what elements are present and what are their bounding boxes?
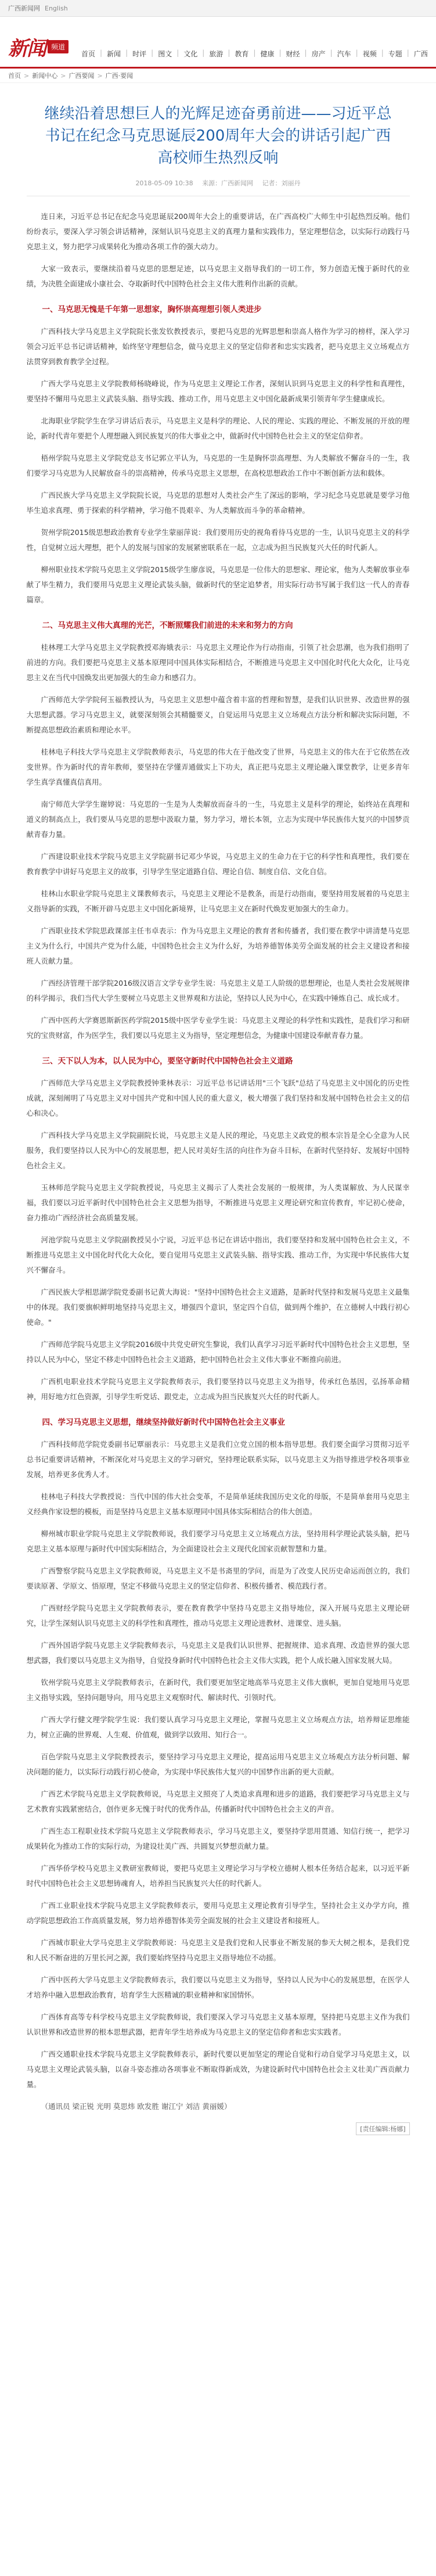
- paragraph: 柳州职业技术学院马克思主义学院2015级学生廖彦说，马克思是一位伟大的思想家、理论家，他为人类解放事业奉献了毕生精力，我们要用马克思主义理论武装头脑，做新时代的坚定追梦者，用实际行动书写属于我们这一代人的青春篇章。: [26, 565, 410, 604]
- section-heading: 四、学习马克思主义思想，继续坚持做好新时代中国特色社会主义事业: [42, 1418, 285, 1427]
- nav-separator: |: [381, 49, 384, 57]
- paragraph: 北海职业学院学生在学习讲话后表示，马克思主义是科学的理论、人民的理论、实践的理论、不断发展的开放的理论，新时代青年要把个人理想融入到民族复兴的伟大事业之中，做新时代中国特色社会主义的坚定信仰者。: [26, 416, 410, 440]
- nav-item[interactable]: 专题: [388, 50, 402, 58]
- breadcrumb-link[interactable]: 新闻中心: [32, 72, 58, 80]
- nav-item[interactable]: 首页: [81, 50, 96, 58]
- section-heading: 一、马克思无愧是千年第一思想家，胸怀崇高理想引领人类进步: [42, 305, 262, 314]
- paragraph: 钦州学院马克思主义学院教师表示，在新时代，我们要更加坚定地高举马克思主义伟大旗帜，更加自觉地用马克思主义指导实践，坚持问题导向，用马克思主义观察时代、解读时代、引领时代。: [26, 1678, 410, 1702]
- publish-date: 2018-05-09 10:38: [135, 179, 193, 187]
- paragraph: 连日来，习近平总书记在纪念马克思诞辰200周年大会上的重要讲话，在广西高校广大师生中引起热烈反响。他们纷纷表示，要深入学习领会讲话精神，深刻认识马克思主义的真理力量和实践伟力，坚定理想信念，以实际行动践行马克思主义，努力把学习成果转化为推动各项工作的强大动力。: [26, 212, 410, 251]
- paragraph: 广西科技师范学院党委副书记覃丽表示：马克思主义是我们立党立国的根本指导思想。我们要全面学习贯彻习近平总书记重要讲话精神，不断深化对马克思主义的学习研究，坚持理论联系实际，以马克思主义为指导推进学校各项事业发展，培养更多优秀人才。: [26, 1440, 410, 1479]
- editor-credit: [27, 2122, 410, 2135]
- nav-separator: |: [355, 49, 358, 57]
- paragraph: 百色学院马克思主义学院教授表示，要坚持学习马克思主义理论，提高运用马克思主义立场观点方法分析问题、解决问题的能力，以实际行动践行初心使命，为实现中华民族伟大复兴的中国梦作出新的更大贡献。: [26, 1752, 410, 1776]
- paragraph: 广西外国语学院马克思主义学院教师表示，马克思主义是我们认识世界、把握规律、追求真理、改造世界的强大思想武器，我们要以马克思主义为指导，自觉投身新时代中国特色社会主义伟大实践，把个人成长融入国家发展大局。: [26, 1641, 410, 1665]
- reporter-credit: （通讯员 梁正锐 光明 莫思炜 欧发胜 谢江宁 刘洁 黄丽媛）: [41, 2102, 232, 2111]
- paragraph: 广西警察学院马克思主义学院教师说，马克思主义不是书斋里的学问，而是为了改变人民历史命运而创立的，我们要读原著、学原文、悟原理，坚定不移做马克思主义的坚定信仰者、积极传播者、模范践行者。: [26, 1567, 410, 1590]
- article-body: [27, 209, 410, 2114]
- nav-separator: |: [228, 49, 230, 57]
- paragraph: 广西机电职业技术学院马克思主义学院教师表示，我们要坚持以马克思主义为指导，传承红色基因，弘扬革命精神，用好地方红色资源，引导学生听党话、跟党走，立志成为担当民族复兴大任的时代新人。: [26, 1377, 410, 1401]
- nav-item[interactable]: 广西: [413, 50, 428, 58]
- paragraph: 梧州学院马克思主义学院党总支书记郭立平认为，马克思的一生是胸怀崇高理想、为人类解放不懈奋斗的一生，我们要学习马克思为人民解放奋斗的崇高精神，传承马克思主义思想，在高校思想政治工作中不断创新方法和载体。: [26, 454, 410, 477]
- nav-item[interactable]: 旅游: [209, 50, 224, 58]
- site-logo[interactable]: [8, 33, 69, 61]
- paragraph: 桂林电子科技大学马克思主义学院教师表示，马克思的伟大在于他改变了世界，马克思主义的伟大在于它依然在改变世界。作为新时代的青年教师，要坚持在学懂弄通做实上下功夫，真正把马克思主义理论融入课堂教学，让更多青年学生真学真懂真信真用。: [26, 748, 410, 786]
- nav-separator: |: [202, 49, 205, 57]
- paragraph: 广西中医药大学赛恩斯新医药学院2015级中医学专业学生说：马克思主义理论的科学性和实践性，是我们学习和研究的宝贵财富，作为医学生，我们要以马克思主义为指导，坚定理想信念，为健康中国建设奉献青春力量。: [26, 1016, 410, 1040]
- editor-label: [责任编辑:杨娜]: [356, 2122, 409, 2135]
- paragraph: 广西建设职业技术学院马克思主义学院副书记邓少华说，马克思主义的生命力在于它的科学性和真理性，我们要在教育教学中讲好马克思主义的故事，引导学生坚定道路自信、理论自信、制度自信、文化自信。: [26, 852, 410, 876]
- nav-item[interactable]: 教育: [235, 50, 249, 58]
- paragraph: 广西财经学院马克思主义学院教师表示，要在教育教学中坚持马克思主义指导地位，深入开展马克思主义理论研究，让学生深刻认识马克思主义的科学性和真理性，推动马克思主义理论进教材、进课堂、进头脑。: [26, 1604, 410, 1627]
- paragraph: 广西职业技术学院思政课部主任韦卓表示：作为马克思主义理论的教育者和传播者，我们要在教学中讲清楚马克思主义为什么行，中国共产党为什么能，中国特色社会主义为什么好，为培养德智体美劳全面发展的社会主义建设者和接班人贡献力量。: [26, 926, 410, 965]
- paragraph: 桂林理工大学马克思主义学院教授邓海娥表示：马克思主义理论作为行动指南，引领了社会思潮，也为我们指明了前进的方向。我们要把马克思主义基本原理同中国具体实际相结合，不断推进马克思主义中国化时代化大众化，让马克思主义在当代中国焕发出更加强大的生命力和感召力。: [26, 643, 410, 682]
- paragraph: 玉林师范学院马克思主义学院教授说，马克思主义揭示了人类社会发展的一般规律，为人类谋解放、为人民谋幸福，我们要以习近平新时代中国特色社会主义思想为指导，不断推进马克思主义理论研究和宣传教育，牢记初心使命，奋力推动广西经济社会高质量发展。: [26, 1183, 410, 1222]
- section-heading: 二、马克思主义伟大真理的光芒，不断照耀我们前进的未来和努力的方向: [42, 621, 293, 630]
- paragraph: 广西交通职业技术学院马克思主义学院教师表示，新时代要以更加坚定的理论自觉和行动自觉学习马克思主义，以马克思主义理论武装头脑，以奋斗姿态推动各项事业不断取得新成效，为建设新时代中国特色社会主义壮美广西贡献力量。: [26, 2050, 410, 2089]
- paragraph: 南宁师范大学学生谢婷说：马克思的一生是为人类解放而奋斗的一生，马克思主义是科学的理论，始终站在真理和道义的制高点上，我们要从马克思的思想中汲取力量，努力学习，增长本领，立志为实现中华民族伟大复兴的中国梦贡献青春力量。: [26, 800, 410, 839]
- paragraph: 广西艺术学院马克思主义学院教师说，马克思主义照亮了人类追求真理和进步的道路，我们要把学习马克思主义与艺术教育实践紧密结合，创作更多无愧于时代的优秀作品，传播新时代中国特色社会主义的声音。: [26, 1790, 410, 1813]
- paragraph: 贺州学院2015级思想政治教育专业学生蒙丽萍说：我们要用历史的视角看待马克思的一生，认识马克思主义的科学性，自觉树立远大理想，把个人的发展与国家的发展紧密联系在一起，立志成为担当民族复兴大任的时代新人。: [26, 528, 410, 552]
- paragraph: 广西民族大学马克思主义学院院长说，马克思的思想对人类社会产生了深远的影响，学习纪念马克思就是要学习他毕生追求真理、勇于探索的科学精神，学习他不畏艰辛、为人类解放而斗争的革命精神。: [26, 491, 410, 515]
- paragraph: 广西科技大学马克思主义学院副院长说，马克思主义是人民的理论，马克思主义政党的根本宗旨是全心全意为人民服务，我们要坚持以人民为中心的发展思想，把人民对美好生活的向往作为奋斗目标，在新时代坚持好、发展好中国特色社会主义。: [26, 1131, 410, 1170]
- paragraph: 广西师范大学学院何玉福教授认为，马克思主义思想中蕴含着丰富的哲理和智慧，是我们认识世界、改造世界的强大思想武器。学习马克思主义，就要深刻领会其精髓要义，自觉运用马克思主义立场观点方法分析和解决实际问题，不断提高思想政治素质和理论水平。: [26, 695, 410, 734]
- site-label[interactable]: 广西新闻网: [8, 5, 40, 12]
- nav-separator: |: [330, 49, 333, 57]
- paragraph: 广西大学行健文理学院学生说：我们要认真学习马克思主义理论，掌握马克思主义立场观点方法，培养辩证思维能力，树立正确的世界观、人生观、价值观，做到学以致用、知行合一。: [26, 1715, 410, 1739]
- breadcrumb-link[interactable]: 广西要闻: [69, 72, 95, 80]
- paragraph: 广西民族大学相思湖学院党委副书记黄大海说："坚持中国特色社会主义道路，是新时代坚持和发展马克思主义最集中的体现。我们要旗帜鲜明地坚持马克思主义，增强四个意识，坚定四个自信，做到两个维护，在立德树人中践行初心使命。": [26, 1288, 410, 1327]
- nav-item[interactable]: 时评: [132, 50, 147, 58]
- paragraph: 桂林电子科技大学教授说：当代中国的伟大社会变革，不是简单延续我国历史文化的母版，不是简单套用马克思主义经典作家设想的模板，而是坚持马克思主义基本原理同中国具体实际相结合的伟大创造。: [26, 1492, 410, 1516]
- nav-separator: |: [100, 49, 103, 57]
- paragraph: 柳州城市职业学院马克思主义学院教师说，我们要学习马克思主义立场观点方法，坚持用科学理论武装头脑，把马克思主义基本原理与新时代中国实际相结合，为全面建设社会主义现代化国家贡献智慧和力量。: [26, 1529, 410, 1553]
- breadcrumb-link[interactable]: 广西·要闻: [105, 72, 134, 80]
- nav-item[interactable]: 文化: [183, 50, 198, 58]
- nav-separator: |: [151, 49, 154, 57]
- source: 来源：广西新闻网: [202, 179, 254, 187]
- paragraph: 广西师范大学马克思主义学院教授钟秉林表示：习近平总书记讲话用"三个飞跃"总结了马克思主义中国化的历史性成就，深刻阐明了马克思主义对中国共产党和中国人民的重大意义，极大增强了我们坚持和发展中国特色社会主义的信心和决心。: [26, 1079, 410, 1118]
- breadcrumb-separator: >: [60, 71, 66, 80]
- paragraph: 广西科技大学马克思主义学院院长张发钦教授表示，要把马克思的光辉思想和崇高人格作为学习的榜样，深入学习领会习近平总书记讲话精神，始终坚守理想信念，做马克思主义的坚定信仰者和忠实实践者，把马克思主义立场观点方法贯穿到教育教学全过程。: [26, 327, 410, 366]
- paragraph: 河池学院马克思主义学院副教授吴小宁说，习近平总书记在讲话中指出，我们要坚持和发展中国特色社会主义，不断推进马克思主义中国化时代化大众化，要自觉用马克思主义武装头脑、指导实践、推动工作，为实现中华民族伟大复兴不懈奋斗。: [26, 1235, 410, 1274]
- breadcrumb-separator: >: [97, 71, 103, 80]
- section-heading: 三、天下以人为本，以人民为中心，要坚守新时代中国特色社会主义道路: [42, 1057, 293, 1066]
- nav-item[interactable]: 健康: [260, 50, 275, 58]
- paragraph: 广西工业职业技术学院马克思主义学院教师表示，要用马克思主义理论教育引导学生，坚持社会主义办学方向，推动学院思想政治工作高质量发展，努力培养德智体美劳全面发展的社会主义建设者和接班人。: [26, 1901, 410, 1925]
- paragraph: 广西体育高等专科学校马克思主义学院教师说，我们要深入学习马克思主义基本原理，坚持把马克思主义作为我们认识世界和改造世界的根本思想武器，把青年学生培养成为马克思主义的坚定信仰者和忠实实践者。: [26, 2013, 410, 2036]
- breadcrumb: [0, 69, 436, 83]
- logo-mark: 新闻: [8, 37, 45, 60]
- nav-item[interactable]: 汽车: [337, 50, 351, 58]
- lang-link[interactable]: English: [45, 4, 68, 12]
- paragraph: 广西华侨学校马克思主义教研室教师说，要把马克思主义理论学习与学校立德树人根本任务结合起来，以习近平新时代中国特色社会主义思想铸魂育人，培养担当民族复兴大任的时代新人。: [26, 1864, 410, 1888]
- top-bar: [0, 0, 436, 17]
- nav-item[interactable]: 财经: [286, 50, 300, 58]
- nav-separator: |: [253, 49, 256, 57]
- nav-separator: |: [304, 49, 307, 57]
- paragraph: 桂林山水职业学院马克思主义课教师表示，马克思主义理论不是教条，而是行动指南，要坚持用发展着的马克思主义指导新的实践，不断开辟马克思主义中国化新境界，让马克思主义在新时代焕发更加强大的生命力。: [26, 889, 410, 913]
- article-meta: [27, 178, 410, 188]
- article: [27, 83, 410, 2135]
- nav-separator: |: [176, 49, 179, 57]
- author: 记者：刘丽丹: [262, 179, 301, 187]
- paragraph: 广西师范学院马克思主义学院2016级中共党史研究生黎说，我们认真学习习近平新时代中国特色社会主义思想，坚持以人民为中心，坚定不移走中国特色社会主义道路，把中国特色社会主义伟大事业不断推向前进。: [26, 1340, 410, 1364]
- paragraph: 广西大学马克思主义学院教师杨晓峰说，作为马克思主义理论工作者，深刻认识到马克思主义的科学性和真理性，要坚持不懈用马克思主义武装头脑、指导实践、推动工作，用马克思主义中国化最新成果引领青年学生健康成长。: [26, 379, 410, 403]
- article-title: 继续沿着思想巨人的光辉足迹奋勇前进——习近平总书记在纪念马克思诞辰200周年大会的讲话引起广西高校师生热烈反响: [44, 105, 392, 167]
- nav-separator: |: [279, 49, 282, 57]
- nav-separator: |: [406, 49, 409, 57]
- nav-item[interactable]: 新闻: [107, 50, 121, 58]
- main-nav: [81, 49, 428, 61]
- paragraph: 广西中医药大学马克思主义学院教师表示，我们要以马克思主义为指导，坚持以人民为中心的发展思想，在医学人才培养中融入思想政治教育，培育学生大医精诚的职业精神和家国情怀。: [26, 1975, 410, 1999]
- paragraph: 广西经济管理干部学院2016级汉语言文学专业学生说：马克思主义是工人阶级的思想理论，也是人类社会发展规律的科学揭示，我们当代大学生要树立马克思主义世界观和方法论，坚持以人民为中心，在实践中锤炼自己、成长成才。: [26, 979, 410, 1003]
- nav-item[interactable]: 房产: [311, 50, 326, 58]
- nav-separator: |: [125, 49, 128, 57]
- header: [0, 17, 436, 67]
- paragraph: 广西城市职业大学马克思主义学院教师说：马克思主义是我们党和人民事业不断发展的参天大树之根本，是我们党和人民不断奋进的万里长河之源，我们要始终坚持马克思主义指导地位不动摇。: [26, 1938, 410, 1962]
- breadcrumb-separator: >: [24, 71, 30, 80]
- paragraph: 大家一致表示，要继续沿着马克思的思想足迹，以马克思主义指导我们的一切工作，努力创造无愧于新时代的业绩，为决胜全面建成小康社会、夺取新时代中国特色社会主义伟大胜利作出新的贡献。: [26, 264, 410, 288]
- nav-item[interactable]: 视频: [362, 50, 377, 58]
- logo-badge: 频道: [48, 40, 69, 53]
- breadcrumb-link[interactable]: 首页: [8, 72, 21, 80]
- nav-item[interactable]: 图文: [158, 50, 172, 58]
- paragraph: 广西生态工程职业技术学院马克思主义学院教师表示，学习马克思主义，要坚持学思用贯通、知信行统一，把学习成果转化为推动工作的实际行动，为建设壮美广西、共圆复兴梦想贡献力量。: [26, 1827, 410, 1851]
